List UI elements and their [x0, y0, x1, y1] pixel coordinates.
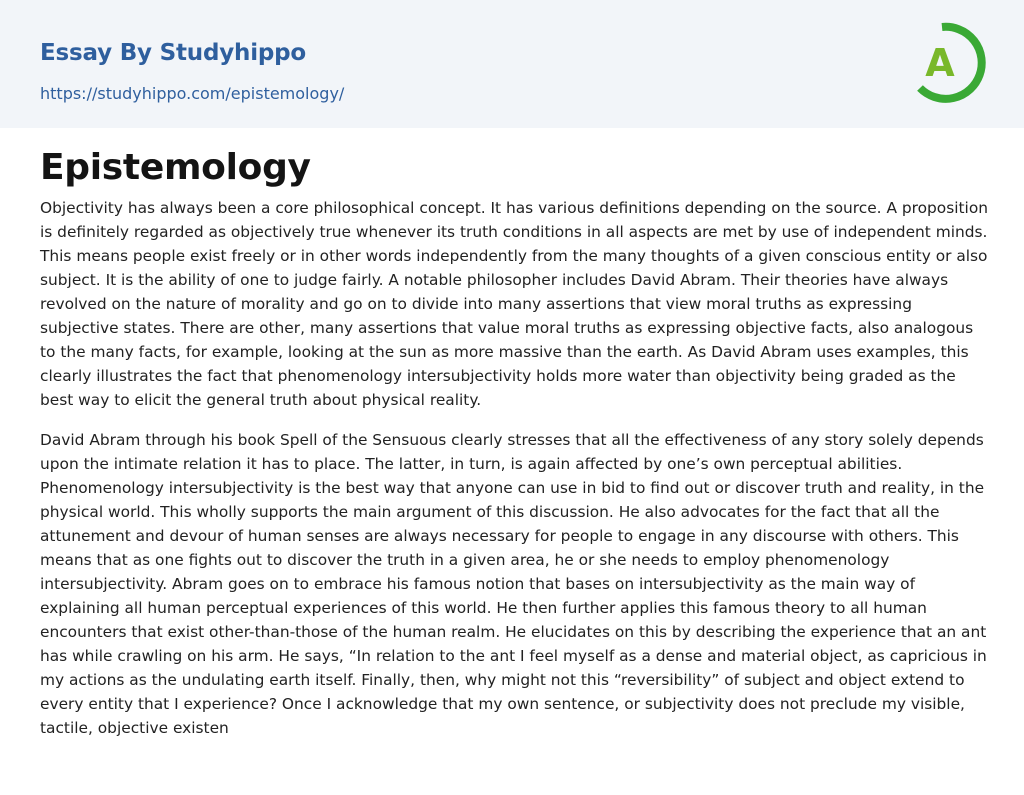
studyhippo-logo-icon[interactable]	[908, 16, 992, 108]
article	[40, 140, 988, 740]
site-brand[interactable]: Essay By Studyhippo	[40, 40, 307, 66]
site-header	[0, 0, 1024, 128]
article-paragraph: Objectivity has always been a core philosophical concept. It has various definitions depending on the source. A proposition is definitely regarded as objectively true whenever its truth conditions in all aspects are met by use of independent minds. This means people exist freely or in other words independently from the many thoughts of a given conscious entity or also subject. It is the ability of one to judge fairly. A notable philosopher includes David Abram. Their theories have always revolved on the nature of morality and go on to divide into many assertions that view moral truths as expressing subjective states. There are other, many assertions that value moral truths as expressing objective facts, also analogous to the many facts, for example, looking at the sun as more massive than the earth. As David Abram uses examples, this clearly illustrates the fact that phenomenology intersubjectivity holds more water than objectivity being graded as the best way to elicit the general truth about physical reality.	[40, 199, 989, 409]
article-paragraph: David Abram through his book Spell of the Sensuous clearly stresses that all the effectiveness of any story solely depends upon the intimate relation it has to place. The latter, in turn, is again affected by one’s own perceptual abilities. Phenomenology intersubjectivity is the best way that anyone can use in bid to find out or discover truth and reality, in the physical world. This wholly supports the main argument of this discussion. He also advocates for the fact that all the attunement and devour of human senses are always necessary for people to engage in any discourse with others. This means that as one fights out to discover the truth in a given area, he or she needs to employ phenomenology intersubjectivity. Abram goes on to embrace his famous notion that bases on intersubjectivity as the main way of explaining all human perceptual experiences of this world. He then further applies this famous theory to all human encounters that exist other-than-those of the human realm. He elucidates on this by describing the experience that an ant has while crawling on his arm. He says, “In relation to the ant I feel myself as a dense and material object, as capricious in my actions as the undulating earth itself. Finally, then, why might not this “reversibility” of subject and object extend to every entity that I experience? Once I acknowledge that my own sentence, or subjectivity does not preclude my visible, tactile, objective existen	[40, 431, 987, 737]
logo-letter: A	[925, 41, 955, 85]
page-url-link[interactable]: https://studyhippo.com/epistemology/	[40, 84, 345, 103]
page-title: Epistemology	[40, 147, 311, 188]
